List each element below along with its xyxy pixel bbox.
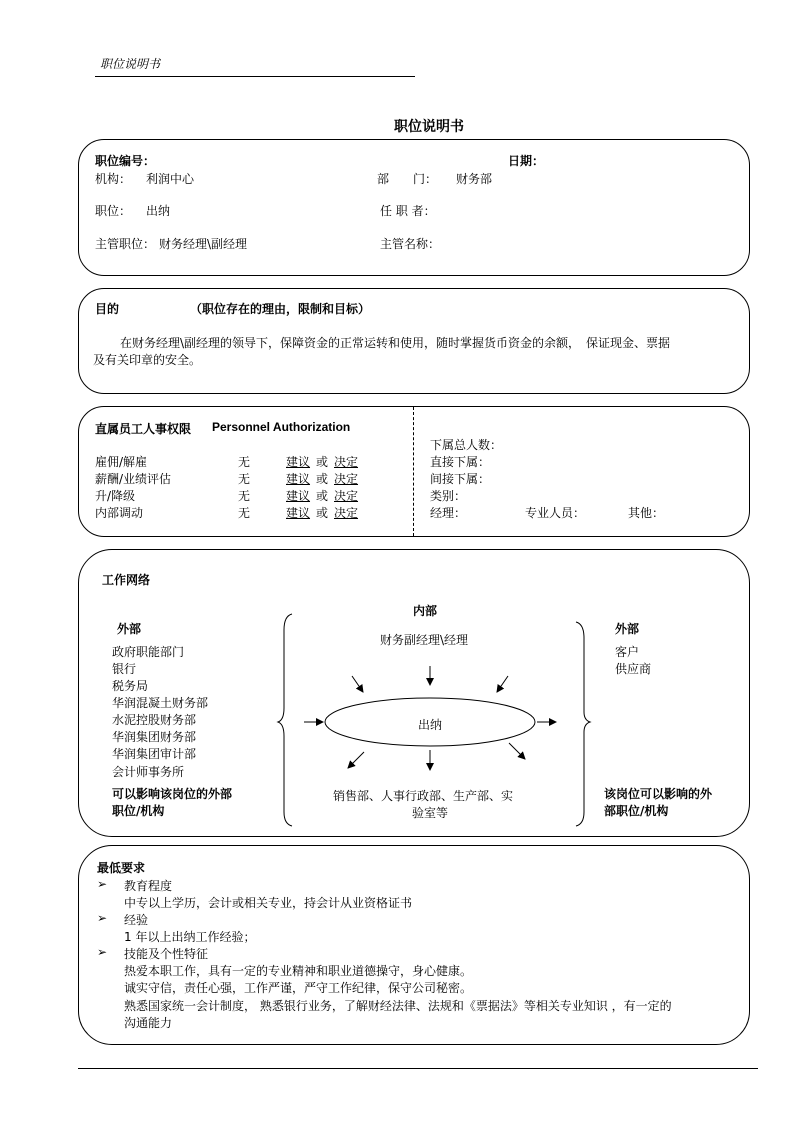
list-item: 政府职能部门 bbox=[112, 645, 185, 659]
supervisor-name-label: 主管名称： bbox=[380, 237, 441, 251]
dept-value: 财务部 bbox=[456, 172, 493, 186]
decide-option[interactable]: 决定 bbox=[334, 472, 359, 486]
org-label: 机构： bbox=[95, 172, 132, 186]
skills-line4: 沟通能力 bbox=[124, 1016, 173, 1030]
left-brace bbox=[278, 614, 292, 826]
education-label: 教育程度 bbox=[124, 879, 173, 893]
suggest-option[interactable]: 建议 bbox=[286, 506, 311, 520]
requirements-title: 最低要求 bbox=[97, 861, 146, 875]
authority-item: 薪酬/业绩评估 bbox=[95, 472, 172, 486]
decide-option[interactable]: 决定 bbox=[334, 455, 359, 469]
date-label: 日期： bbox=[508, 154, 545, 168]
authority-title-en: Personnel Authorization bbox=[212, 420, 351, 434]
skills-line3: 熟悉国家统一会计制度， 熟悉银行业务，了解财经法律、法规和《票据法》等相关专业知识 ，有一定的 bbox=[124, 999, 672, 1013]
external-right-label: 外部 bbox=[615, 622, 640, 636]
suggest-option[interactable]: 建议 bbox=[286, 472, 311, 486]
authority-title: 直属员工人事权限 bbox=[95, 422, 192, 436]
right-caption-line2: 部职位/机构 bbox=[604, 804, 669, 818]
decide-option[interactable]: 决定 bbox=[334, 506, 359, 520]
right-brace bbox=[576, 622, 590, 826]
right-caption-line1: 该岗位可以影响的外 bbox=[604, 787, 713, 801]
internal-label: 内部 bbox=[413, 604, 438, 618]
bullet-icon: ➢ bbox=[97, 911, 108, 925]
authority-item: 内部调动 bbox=[95, 506, 144, 520]
suggest-option[interactable]: 建议 bbox=[286, 455, 311, 469]
skills-line2: 诚实守信，责任心强，工作严谨，严守工作纪律，保守公司秘密。 bbox=[124, 981, 473, 995]
subordinates-total-label: 下属总人数： bbox=[430, 438, 503, 452]
purpose-text-line1: 在财务经理\副经理的领导下，保障资金的正常运转和使用，随时掌握货币资金的余额， 保证现金、票据 bbox=[120, 336, 671, 350]
manager-label: 经理： bbox=[430, 506, 467, 520]
arrow-bottom-left bbox=[348, 752, 364, 768]
list-item: 银行 bbox=[112, 662, 137, 676]
or-text: 或 bbox=[316, 472, 329, 486]
position-label: 职位： bbox=[95, 204, 132, 218]
purpose-label: 目的 bbox=[95, 302, 120, 316]
direct-subordinates-label: 直接下属： bbox=[430, 455, 491, 469]
authority-value: 无 bbox=[238, 489, 251, 503]
bottom-node-line2: 验室等 bbox=[412, 806, 449, 820]
list-item: 税务局 bbox=[112, 679, 149, 693]
list-item: 供应商 bbox=[615, 662, 652, 676]
authority-item: 雇佣/解雇 bbox=[95, 455, 148, 469]
list-item: 华润混凝土财务部 bbox=[112, 696, 209, 710]
left-caption-line1: 可以影响该岗位的外部 bbox=[112, 787, 233, 801]
decide-option[interactable]: 决定 bbox=[334, 489, 359, 503]
purpose-hint: （职位存在的理由，限制和目标） bbox=[190, 302, 371, 316]
skills-label: 技能及个性特征 bbox=[124, 947, 209, 961]
category-label: 类别： bbox=[430, 489, 467, 503]
experience-text: 1 年以上出纳工作经验； bbox=[124, 930, 256, 944]
bullet-icon: ➢ bbox=[97, 945, 108, 959]
top-node-label: 财务副经理\经理 bbox=[380, 633, 469, 647]
org-value: 利润中心 bbox=[146, 172, 195, 186]
document-title: 职位说明书 bbox=[394, 119, 464, 135]
list-item: 华润集团审计部 bbox=[112, 747, 197, 761]
or-text: 或 bbox=[316, 506, 329, 520]
bullet-icon: ➢ bbox=[97, 877, 108, 891]
supervisor-label: 主管职位： bbox=[95, 237, 156, 251]
external-left-label: 外部 bbox=[117, 622, 142, 636]
list-item: 会计师事务所 bbox=[112, 765, 185, 779]
center-node-label: 出纳 bbox=[418, 718, 443, 732]
education-text: 中专以上学历，会计或相关专业，持会计从业资格证书 bbox=[124, 896, 413, 910]
bottom-node-line1: 销售部、人事行政部、生产部、实 bbox=[333, 789, 514, 803]
left-caption-line2: 职位/机构 bbox=[112, 804, 165, 818]
skills-line1: 热爱本职工作，具有一定的专业精神和职业道德操守，身心健康。 bbox=[124, 964, 473, 978]
other-label: 其他： bbox=[628, 506, 665, 520]
list-item: 客户 bbox=[615, 645, 640, 659]
holder-label: 任 职 者： bbox=[380, 204, 436, 218]
indirect-subordinates-label: 间接下属： bbox=[430, 472, 491, 486]
list-item: 水泥控股财务部 bbox=[112, 713, 197, 727]
position-value: 出纳 bbox=[146, 204, 171, 218]
purpose-text-line2: 及有关印章的安全。 bbox=[93, 353, 202, 367]
authority-item: 升/降级 bbox=[95, 489, 136, 503]
authority-value: 无 bbox=[238, 506, 251, 520]
supervisor-value: 财务经理\副经理 bbox=[159, 237, 248, 251]
experience-label: 经验 bbox=[124, 913, 149, 927]
or-text: 或 bbox=[316, 489, 329, 503]
or-text: 或 bbox=[316, 455, 329, 469]
job-number-label: 职位编号： bbox=[95, 154, 156, 168]
professional-label: 专业人员： bbox=[525, 506, 586, 520]
work-network-title: 工作网络 bbox=[102, 573, 151, 587]
arrow-bottom-right bbox=[509, 743, 525, 759]
list-item: 华润集团财务部 bbox=[112, 730, 197, 744]
footer-rule bbox=[78, 1068, 758, 1069]
suggest-option[interactable]: 建议 bbox=[286, 489, 311, 503]
authority-value: 无 bbox=[238, 455, 251, 469]
authority-value: 无 bbox=[238, 472, 251, 486]
arrow-top-left bbox=[352, 676, 363, 692]
running-header-title: 职位说明书 bbox=[100, 57, 161, 71]
arrow-top-right bbox=[497, 676, 508, 692]
dept-label: 部 门： bbox=[377, 172, 438, 186]
